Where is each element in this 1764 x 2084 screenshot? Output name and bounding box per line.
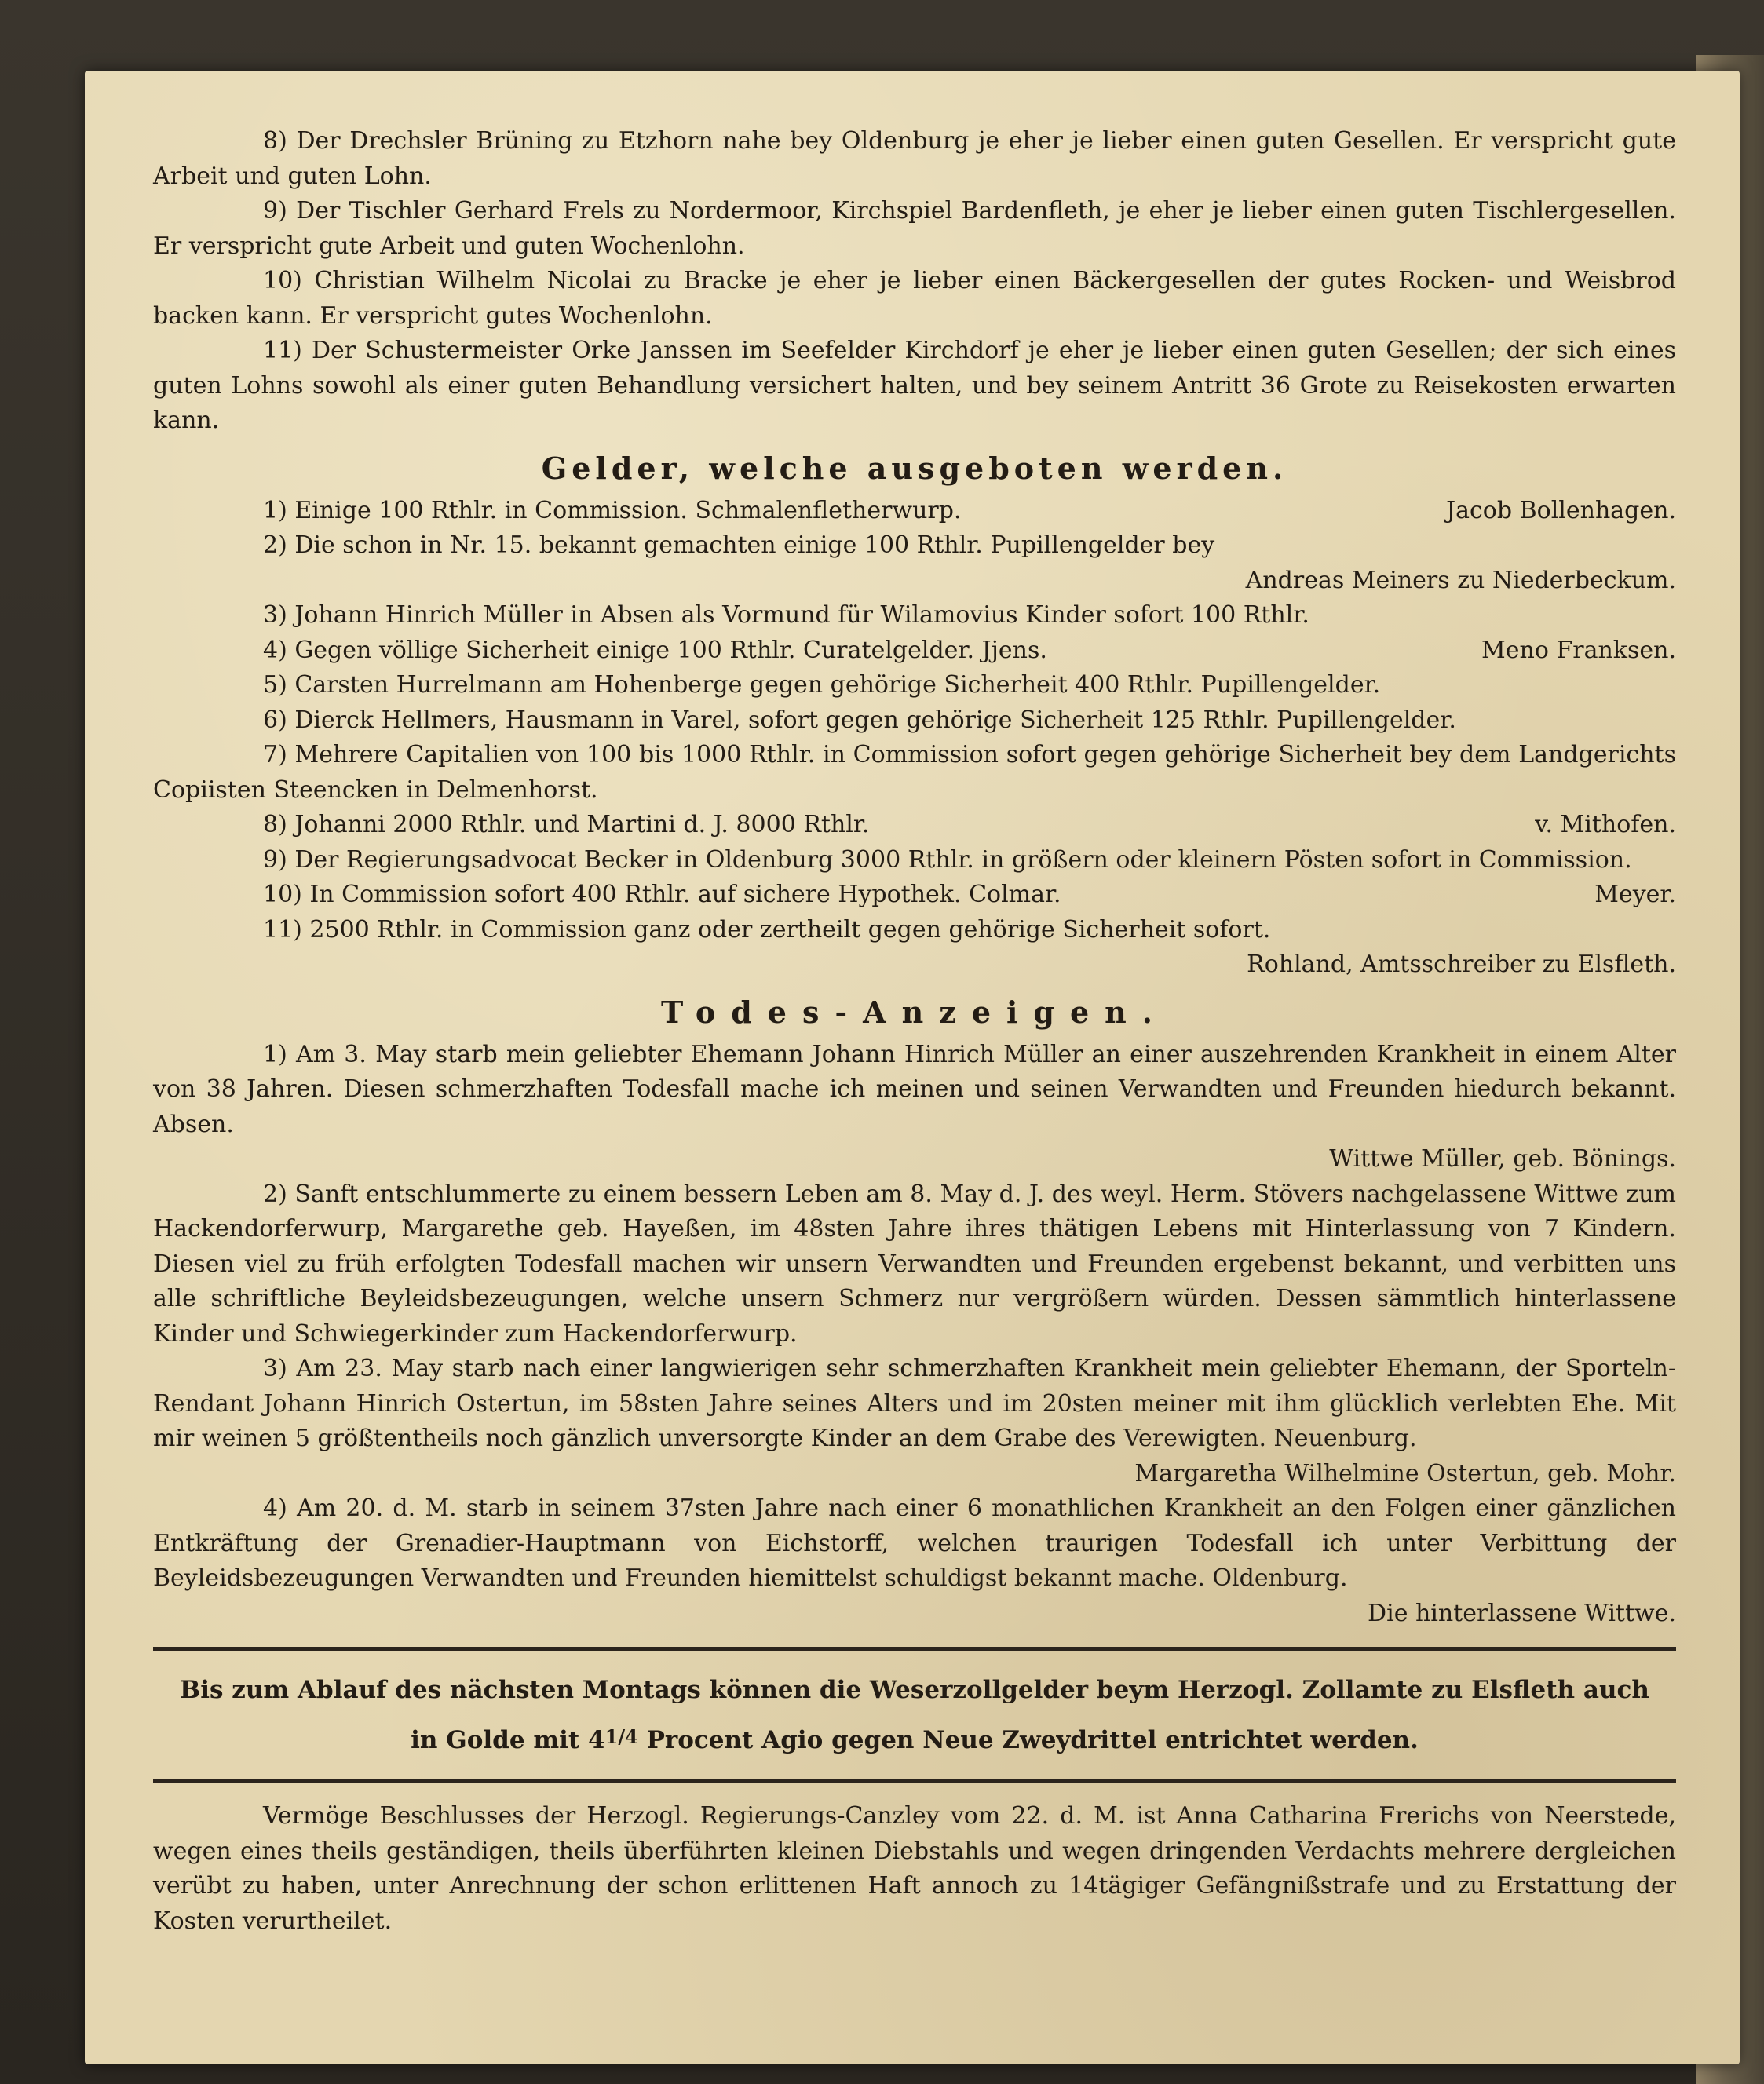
money-heading: Gelder, welche ausgeboten werden. (541, 450, 1288, 486)
money-item-1 (153, 494, 1676, 529)
money-item-11-signature: Rohland, Amtsschreiber zu Elsfleth. (1247, 951, 1676, 978)
money-item-7: 7) Mehrere Capitalien von 100 bis 1000 Rthlr. in Commission sofort gegen gehörige Sicherheit bey dem Landgerichts Copiisten Steencken in Delmenhorst. (153, 741, 1676, 804)
deaths-section (153, 991, 1676, 1632)
death-notice-3: 3) Am 23. May starb nach einer langwierigen sehr schmerzhaften Krankheit mein geliebter Ehemann, der Sporteln-Rendant Johann Hinrich Ostertun, im 58sten Jahre seines Alters und im 20sten meiner mit ihm glücklich verlebten Ehe. Mit mir weinen 5 größtentheils noch gänzlich unversorgte Kinder an dem Grabe des Verewigten. Neuenburg. (153, 1355, 1676, 1452)
death-notice-4-signature: Die hinterlassene Wittwe. (1368, 1599, 1676, 1627)
money-item-8 (153, 808, 1676, 843)
death-notice-3-signature: Margaretha Wilhelmine Ostertun, geb. Mohr. (1134, 1459, 1676, 1487)
toll-notice-line-2-pre: in Golde mit 4 (411, 1726, 605, 1754)
money-item-10-text: 10) In Commission sofort 400 Rthlr. auf sichere Hypothek. Colmar. (263, 881, 1061, 908)
toll-notice-line-2 (153, 1714, 1676, 1764)
toll-notice (153, 1666, 1676, 1764)
money-section (153, 447, 1676, 983)
toll-notice-fraction: 1/4 (604, 1725, 638, 1748)
money-item-2: 2) Die schon in Nr. 15. bekannt gemachten einige 100 Rthlr. Pupillengelder bey (263, 531, 1215, 559)
job-offer-10: 10) Christian Wilhelm Nicolai zu Bracke je eher je lieber einen Bäckergesellen der gutes Rocken- und Weisbrod backen kann. Er verspricht gutes Wochenlohn. (153, 267, 1676, 330)
death-notice-1: 1) Am 3. May starb mein geliebter Ehemann Johann Hinrich Müller an einer auszehrenden Krankheit in einem Alter von 38 Jahren. Diesen schmerzhaften Todesfall mache ich meinen und seinen Verwandten und Freunden hiedurch bekannt. Absen. (153, 1040, 1676, 1138)
money-item-1-text: 1) Einige 100 Rthlr. in Commission. Schmalenfletherwurp. (263, 496, 962, 524)
job-offer-11: 11) Der Schustermeister Orke Janssen im Seefelder Kirchdorf je eher je lieber einen guten Gesellen; der sich eines guten Lohns sowohl als einer guten Behandlung versichert halten, und bey seinem Antritt 36 Grote zu Reisekosten erwarten kann. (153, 337, 1676, 434)
page-text (153, 124, 1676, 1939)
money-item-8-signature: v. Mithofen. (1535, 811, 1676, 838)
divider-rule-bottom (153, 1779, 1676, 1783)
money-item-3: 3) Johann Hinrich Müller in Absen als Vormund für Wilamovius Kinder sofort 100 Rthlr. (263, 601, 1309, 629)
money-item-4-text: 4) Gegen völlige Sicherheit einige 100 Rthlr. Curatelgelder. Jjens. (263, 636, 1047, 664)
money-item-4 (153, 633, 1676, 669)
toll-notice-line-1: Bis zum Ablauf des nächsten Montags können die Weserzollgelder beym Herzogl. Zollamte zu Elsfleth auch (180, 1676, 1649, 1704)
money-item-6: 6) Dierck Hellmers, Hausmann in Varel, sofort gegen gehörige Sicherheit 125 Rthlr. Pupillengelder. (263, 706, 1456, 734)
money-item-5: 5) Carsten Hurrelmann am Hohenberge gegen gehörige Sicherheit 400 Rthlr. Pupillengelder. (263, 671, 1381, 699)
money-item-2-signature: Andreas Meiners zu Niederbeckum. (1245, 566, 1676, 594)
money-item-4-signature: Meno Franksen. (1481, 636, 1676, 664)
death-notice-4: 4) Am 20. d. M. starb in seinem 37sten Jahre nach einer 6 monathlichen Krankheit an den Folgen einer gänzlichen Entkräftung der Grenadier-Hauptmann von Eichstorff, welchen traurigen Todesfall ich unter Verbittung der Beyleidsbezeugungen Verwandten und Freunden hiemittelst schuldigst bekannt mache. Oldenburg. (153, 1495, 1676, 1592)
deaths-heading: Todes-Anzeigen. (660, 994, 1169, 1030)
money-item-8-text: 8) Johanni 2000 Rthlr. und Martini d. J. 8000 Rthlr. (263, 811, 870, 838)
job-offer-9: 9) Der Tischler Gerhard Frels zu Nordermoor, Kirchspiel Bardenfleth, je eher je lieber einen guten Tischlergesellen. Er verspricht gute Arbeit und guten Wochenlohn. (153, 197, 1676, 260)
death-notice-2: 2) Sanft entschlummerte zu einem bessern Leben am 8. May d. J. des weyl. Herm. Stövers nachgelassene Wittwe zum Hackendorferwurp, Margarethe geb. Hayeßen, im 48sten Jahre ihres thätigen Lebens mit Hinterlassung von 7 Kindern. Diesen viel zu früh erfolgten Todesfall machen wir unsern Verwandten und Freunden ergebenst bekannt, und verbitten uns alle schriftliche Beyleidsbezeugungen, welche unsern Schmerz nur vergrößern würden. Dessen sämmtlich hinterlassene Kinder und Schwiegerkinder zum Hackendorferwurp. (153, 1180, 1676, 1348)
money-item-11: 11) 2500 Rthlr. in Commission ganz oder zertheilt gegen gehörige Sicherheit sofort. (263, 915, 1271, 943)
divider-rule-top (153, 1647, 1676, 1651)
money-item-10-signature: Meyer. (1594, 881, 1676, 908)
money-item-10 (153, 878, 1676, 913)
money-item-9: 9) Der Regierungsadvocat Becker in Oldenburg 3000 Rthlr. in größern oder kleinern Pösten sofort in Commission. (263, 845, 1632, 874)
court-notice (153, 1799, 1676, 1939)
toll-notice-line-2-post: Procent Agio gegen Neue Zweydrittel entrichtet werden. (637, 1726, 1419, 1754)
death-notice-1-signature: Wittwe Müller, geb. Bönings. (1329, 1145, 1676, 1173)
court-notice-text: Vermöge Beschlusses der Herzogl. Regierungs-Canzley vom 22. d. M. ist Anna Catharina Frerichs von Neerstede, wegen eines theils geständigen, theils überführten kleinen Diebstahls und wegen dringenden Verdachts mehrere dergleichen verübt zu haben, unter Anrechnung der schon erlittenen Haft annoch zu 14tägiger Gefängnißstrafe und zu Erstattung der Kosten verurtheilet. (153, 1802, 1676, 1935)
money-item-1-signature: Jacob Bollenhagen. (1446, 496, 1676, 524)
job-offers-section (153, 124, 1676, 439)
job-offer-8: 8) Der Drechsler Brüning zu Etzhorn nahe bey Oldenburg je eher je lieber einen guten Gesellen. Er verspricht gute Arbeit und guten Lohn. (153, 127, 1676, 190)
